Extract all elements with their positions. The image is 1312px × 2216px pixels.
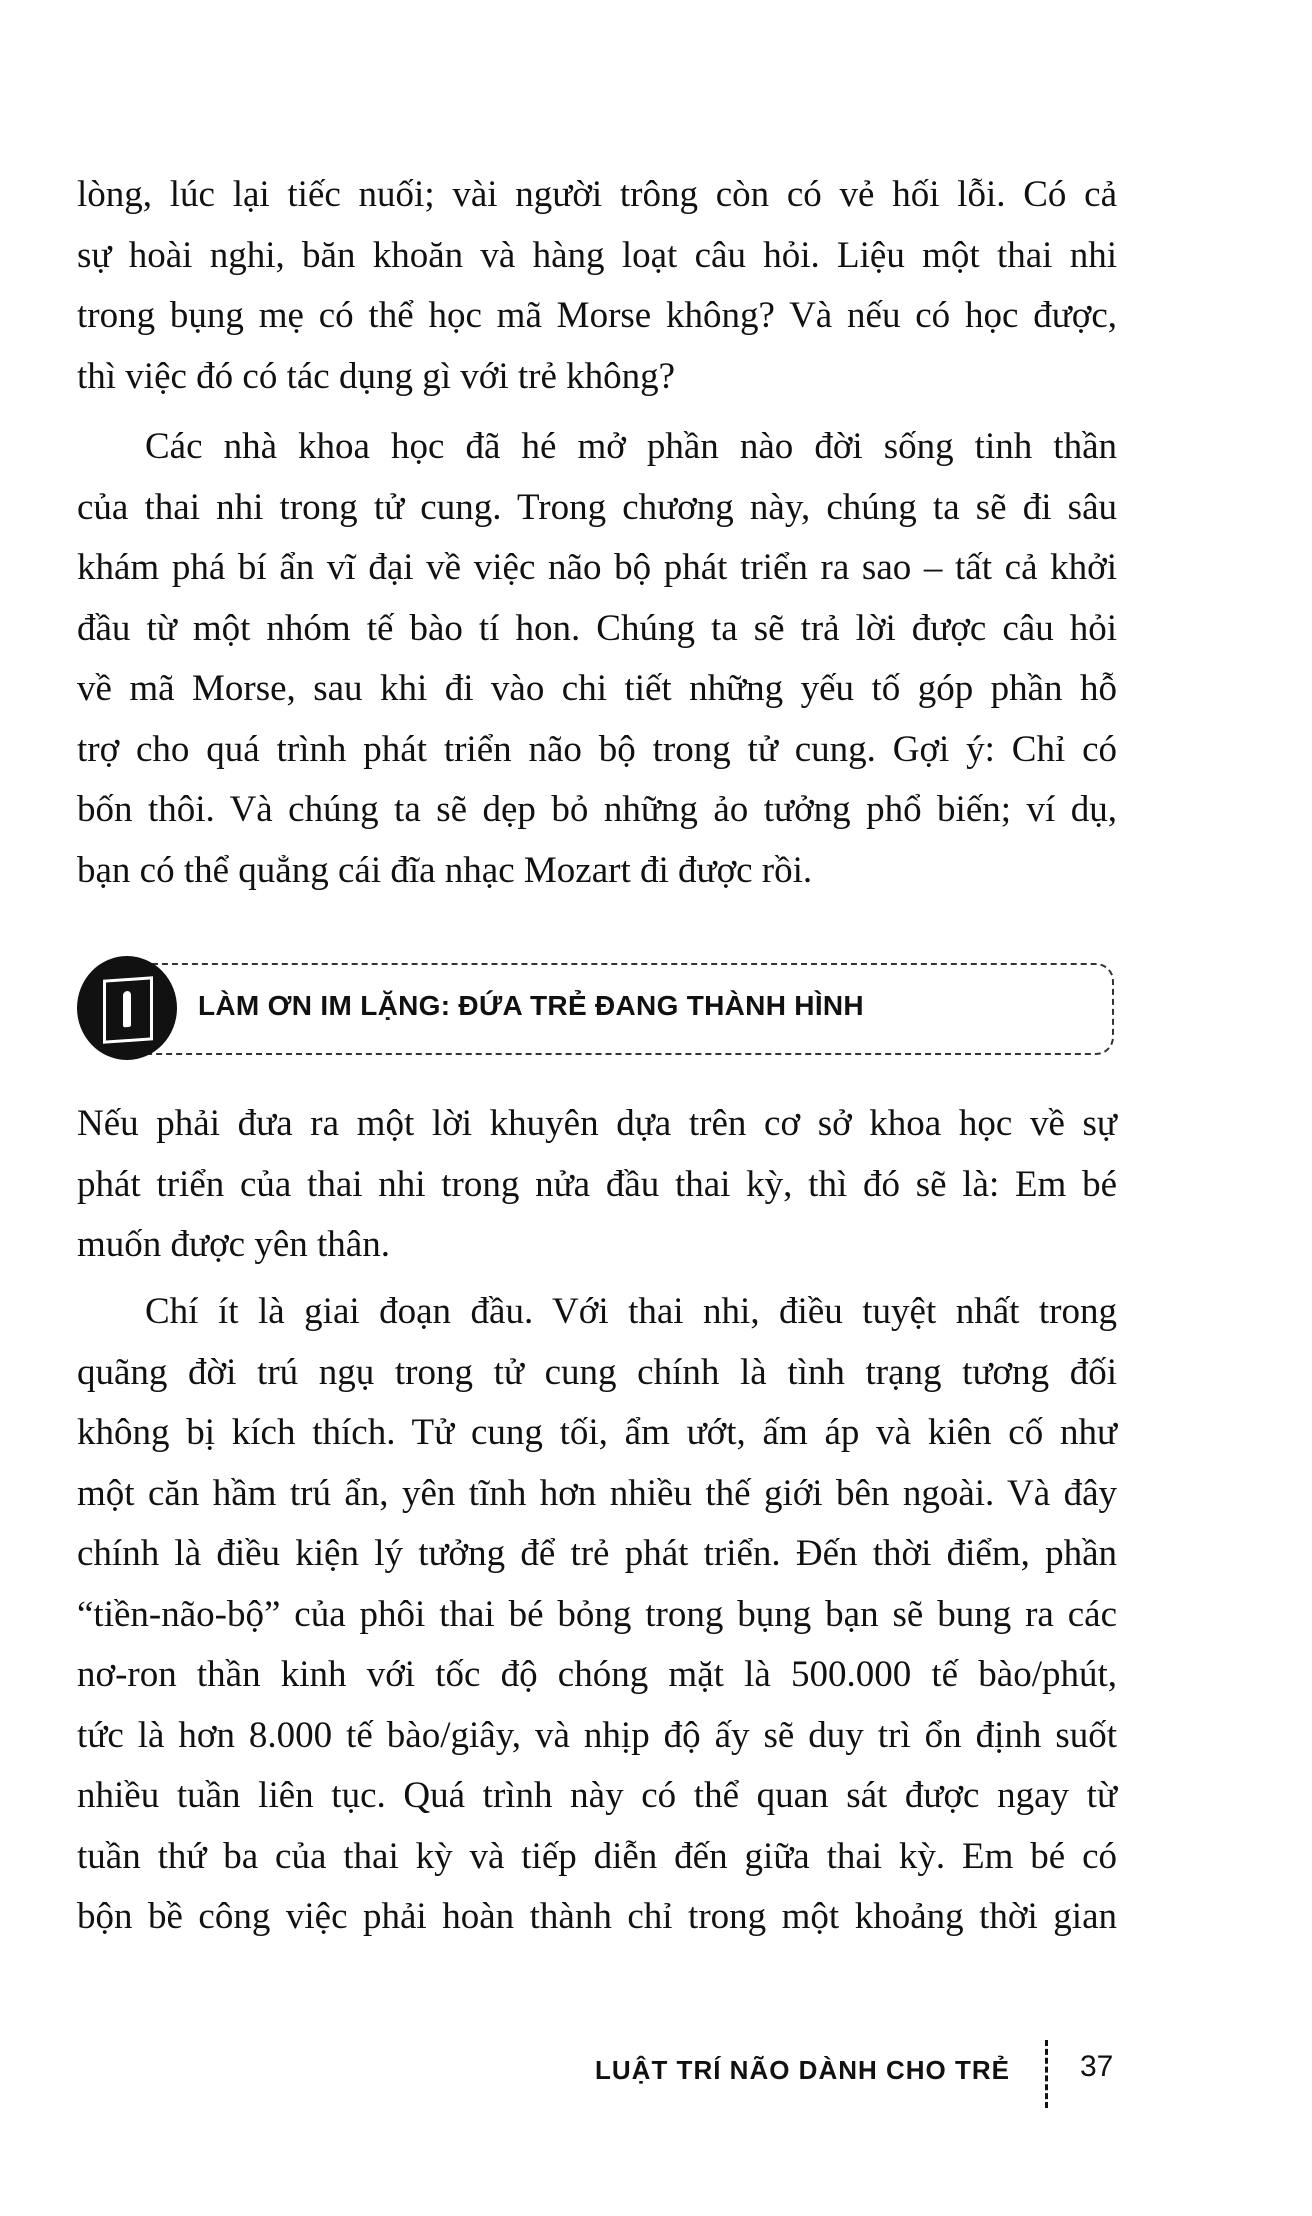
text-line: trợ cho quá trình phát triển não bộ trong tử cung. Gợi ý: Chỉ có xyxy=(77,728,1117,770)
text-line: “tiền-não-bộ” của phôi thai bé bỏng trong bụng bạn sẽ bung ra các xyxy=(77,1593,1117,1635)
text-line: tức là hơn 8.000 tế bào/giây, và nhịp độ ấy sẽ duy trì ổn định suốt xyxy=(77,1714,1117,1756)
page-number: 37 xyxy=(1080,2050,1114,2083)
text-line: đầu từ một nhóm tế bào tí hon. Chúng ta sẽ trả lời được câu hỏi xyxy=(77,607,1117,649)
text-line: bạn có thể quẳng cái đĩa nhạc Mozart đi được rồi. xyxy=(77,849,813,891)
text-line: bộn bề công việc phải hoàn thành chỉ trong một khoảng thời gian xyxy=(77,1896,1117,1937)
text-line: chính là điều kiện lý tưởng để trẻ phát triển. Đến thời điểm, phần xyxy=(77,1533,1117,1574)
paragraph-3 xyxy=(77,1094,1117,1276)
text-line: nơ-ron thần kinh với tốc độ chóng mặt là 500.000 tế bào/phút, xyxy=(77,1654,1117,1695)
text-line: Nếu phải đưa ra một lời khuyên dựa trên cơ sở khoa học về sự xyxy=(77,1103,1117,1144)
text-line: thì việc đó có tác dụng gì với trẻ không? xyxy=(77,355,676,397)
text-line: khám phá bí ẩn vĩ đại về việc não bộ phát triển ra sao – tất cả khởi xyxy=(77,547,1117,588)
text-line: sự hoài nghi, băn khoăn và hàng loạt câu hỏi. Liệu một thai nhi xyxy=(77,234,1117,276)
text-line: phát triển của thai nhi trong nửa đầu thai kỳ, thì đó sẽ là: Em bé xyxy=(77,1163,1117,1205)
text-line: nhiều tuần liên tục. Quá trình này có thể quan sát được ngay từ xyxy=(77,1775,1117,1816)
section-title: LÀM ƠN IM LẶNG: ĐỨA TRẺ ĐANG THÀNH HÌNH xyxy=(198,990,864,1021)
text-line: muốn được yên thân. xyxy=(77,1224,390,1265)
text-line: trong bụng mẹ có thể học mã Morse không? Và nếu có học được, xyxy=(77,295,1117,336)
text-line: về mã Morse, sau khi đi vào chi tiết những yếu tố góp phần hỗ xyxy=(77,668,1117,709)
running-footer-title: LUẬT TRÍ NÃO DÀNH CHO TRẺ xyxy=(595,2055,1010,2085)
footer-divider xyxy=(1045,2040,1048,2108)
text-line: không bị kích thích. Tử cung tối, ẩm ướt, ấm áp và kiên cố như xyxy=(77,1412,1117,1453)
paragraph-4 xyxy=(77,1282,1117,1948)
text-line: quãng đời trú ngụ trong tử cung chính là tình trạng tương đối xyxy=(77,1351,1117,1393)
paragraph-1 xyxy=(77,165,1117,407)
text-line: Chí ít là giai đoạn đầu. Với thai nhi, điều tuyệt nhất trong xyxy=(145,1291,1117,1332)
text-line: Các nhà khoa học đã hé mở phần nào đời sống tinh thần xyxy=(145,426,1117,467)
text-line: của thai nhi trong tử cung. Trong chương này, chúng ta sẽ đi sâu xyxy=(77,486,1117,528)
text-line: tuần thứ ba của thai kỳ và tiếp diễn đến giữa thai kỳ. Em bé có xyxy=(77,1835,1117,1877)
text-line: một căn hầm trú ẩn, yên tĩnh hơn nhiều thế giới bên ngoài. Và đây xyxy=(77,1472,1117,1514)
text-line: lòng, lúc lại tiếc nuối; vài người trông còn có vẻ hối lỗi. Có cả xyxy=(77,174,1117,215)
text-line: bốn thôi. Và chúng ta sẽ dẹp bỏ những ảo tưởng phổ biến; ví dụ, xyxy=(77,789,1117,830)
pregnant-woman-icon xyxy=(77,956,177,1060)
paragraph-2 xyxy=(77,417,1117,901)
